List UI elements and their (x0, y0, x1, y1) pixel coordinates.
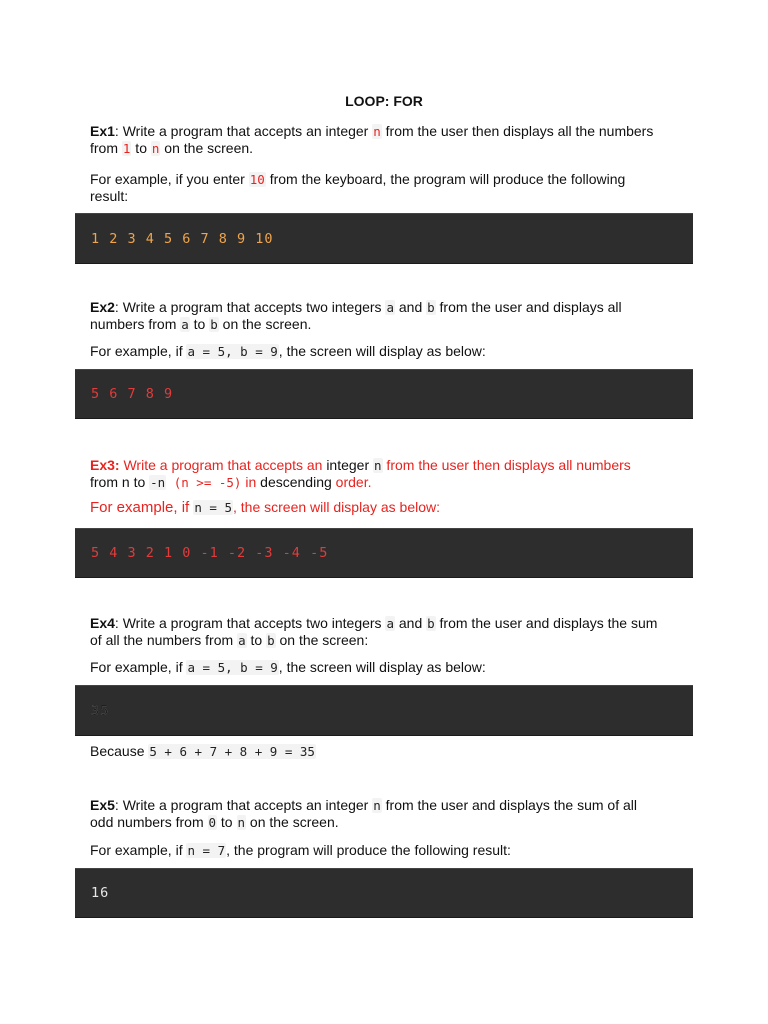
ex3-example (90, 499, 682, 516)
ex1-code-1: 1 (122, 141, 131, 156)
ex4-code-a2: a (238, 633, 246, 648)
ex2-text: numbers from (90, 316, 181, 332)
ex1-example (90, 171, 682, 205)
ex3-text: in (241, 474, 261, 490)
ex3-text: integer (326, 457, 374, 473)
ex4-statement (90, 615, 682, 649)
ex4-output-box (75, 685, 693, 736)
ex2-example-text: For example, if (90, 343, 187, 359)
ex5-text: on the screen. (246, 814, 339, 830)
ex1-text: from the user then displays all the numbers (381, 123, 654, 139)
ex2-statement (90, 299, 682, 333)
ex3-label: Ex3: (90, 457, 120, 473)
ex3-text: Write a program that accepts an (119, 457, 327, 473)
ex5-label: Ex5 (90, 797, 115, 813)
ex2-example (90, 343, 682, 360)
ex1-label: Ex1 (90, 123, 115, 139)
ex4-because-text: Because (90, 743, 149, 759)
ex2-text: : Write a program that accepts two integers (114, 299, 386, 315)
ex2-code-a2: a (181, 317, 189, 332)
ex3-output-box (75, 528, 693, 578)
ex5-statement (90, 797, 682, 831)
ex2-text: to (189, 316, 210, 332)
ex5-example-code: n = 7 (187, 843, 226, 858)
ex5-example-text: For example, if (90, 842, 187, 858)
ex5-text: to (217, 814, 237, 830)
ex1-example-text: For example, if you enter (90, 171, 249, 187)
ex4-code-a: a (386, 616, 394, 631)
ex1-text: from (90, 140, 122, 156)
ex1-text: to (131, 140, 151, 156)
ex2-code-a: a (386, 300, 394, 315)
ex4-example (90, 659, 682, 676)
ex1-statement (90, 123, 682, 157)
ex5-code-n2: n (237, 815, 246, 830)
ex4-text: of all the numbers from (90, 632, 238, 648)
ex2-output-box (75, 369, 693, 419)
ex5-text: : Write a program that accepts an integer (114, 797, 373, 813)
ex5-text: odd numbers from (90, 814, 208, 830)
ex3-example-code: n = 5 (194, 500, 233, 515)
ex4-code-b2: b (267, 633, 275, 648)
ex4-because-code: 5 + 6 + 7 + 8 + 9 = 35 (149, 744, 315, 759)
ex5-output: 16 (91, 885, 110, 901)
ex1-output-box (75, 213, 693, 264)
ex1-text: : Write a program that accepts an integer (114, 123, 373, 139)
ex4-example-text: , the screen will display as below: (278, 659, 486, 675)
ex4-text: : Write a program that accepts two integers (114, 615, 386, 631)
ex2-output: 5 6 7 8 9 (91, 386, 174, 402)
ex4-code-b: b (427, 616, 435, 631)
ex3-text: from the user then displays all numbers (382, 457, 631, 473)
page-title: LOOP: FOR (345, 93, 423, 109)
ex3-text: order. (335, 474, 372, 490)
ex5-code-0: 0 (208, 815, 217, 830)
ex1-code-n: n (373, 124, 381, 139)
ex5-code-n: n (373, 798, 381, 813)
ex1-example-text: result: (90, 188, 129, 204)
ex3-statement (90, 457, 682, 491)
ex3-code-neg-n: -n (150, 475, 166, 490)
ex1-output: 1 2 3 4 5 6 7 8 9 10 (91, 230, 274, 247)
ex5-text: from the user and displays the sum of all (381, 797, 637, 813)
ex4-label: Ex4 (90, 615, 115, 631)
ex1-text: on the screen. (160, 140, 254, 156)
ex2-code-b: b (427, 300, 435, 315)
ex4-text: from the user and displays the sum (435, 615, 658, 631)
ex2-text: and (394, 299, 427, 315)
ex4-text: to (246, 632, 267, 648)
ex4-example-code: a = 5, b = 9 (187, 660, 278, 675)
ex2-text: from the user and displays all (435, 299, 622, 315)
ex3-example-text: For example, if (90, 499, 194, 516)
ex3-code-cond: (n >= -5) (166, 475, 242, 490)
ex3-example-text: , the screen will display as below: (233, 499, 441, 515)
ex2-example-text: , the screen will display as below: (278, 343, 486, 359)
ex1-example-text: from the keyboard, the program will produce the following (265, 171, 626, 187)
ex4-example-text: For example, if (90, 659, 187, 675)
ex3-code-n: n (374, 458, 382, 473)
ex3-text: from n to (90, 474, 150, 490)
ex4-because (90, 743, 682, 760)
ex5-output-box (75, 868, 693, 918)
ex2-text: on the screen. (218, 316, 312, 332)
ex4-output: 35 (91, 702, 110, 719)
ex3-output: 5 4 3 2 1 0 -1 -2 -3 -4 -5 (91, 545, 329, 561)
ex5-example-text: , the program will produce the following result: (226, 842, 511, 858)
ex2-code-b2: b (210, 317, 218, 332)
ex1-example-code: 10 (249, 172, 265, 187)
ex5-example (90, 842, 682, 859)
ex4-text: and (394, 615, 427, 631)
ex1-code-n2: n (151, 141, 160, 156)
ex3-text: descending (260, 474, 336, 490)
ex4-text: on the screen: (275, 632, 369, 648)
ex2-example-code: a = 5, b = 9 (187, 344, 278, 359)
ex2-label: Ex2 (90, 299, 115, 315)
